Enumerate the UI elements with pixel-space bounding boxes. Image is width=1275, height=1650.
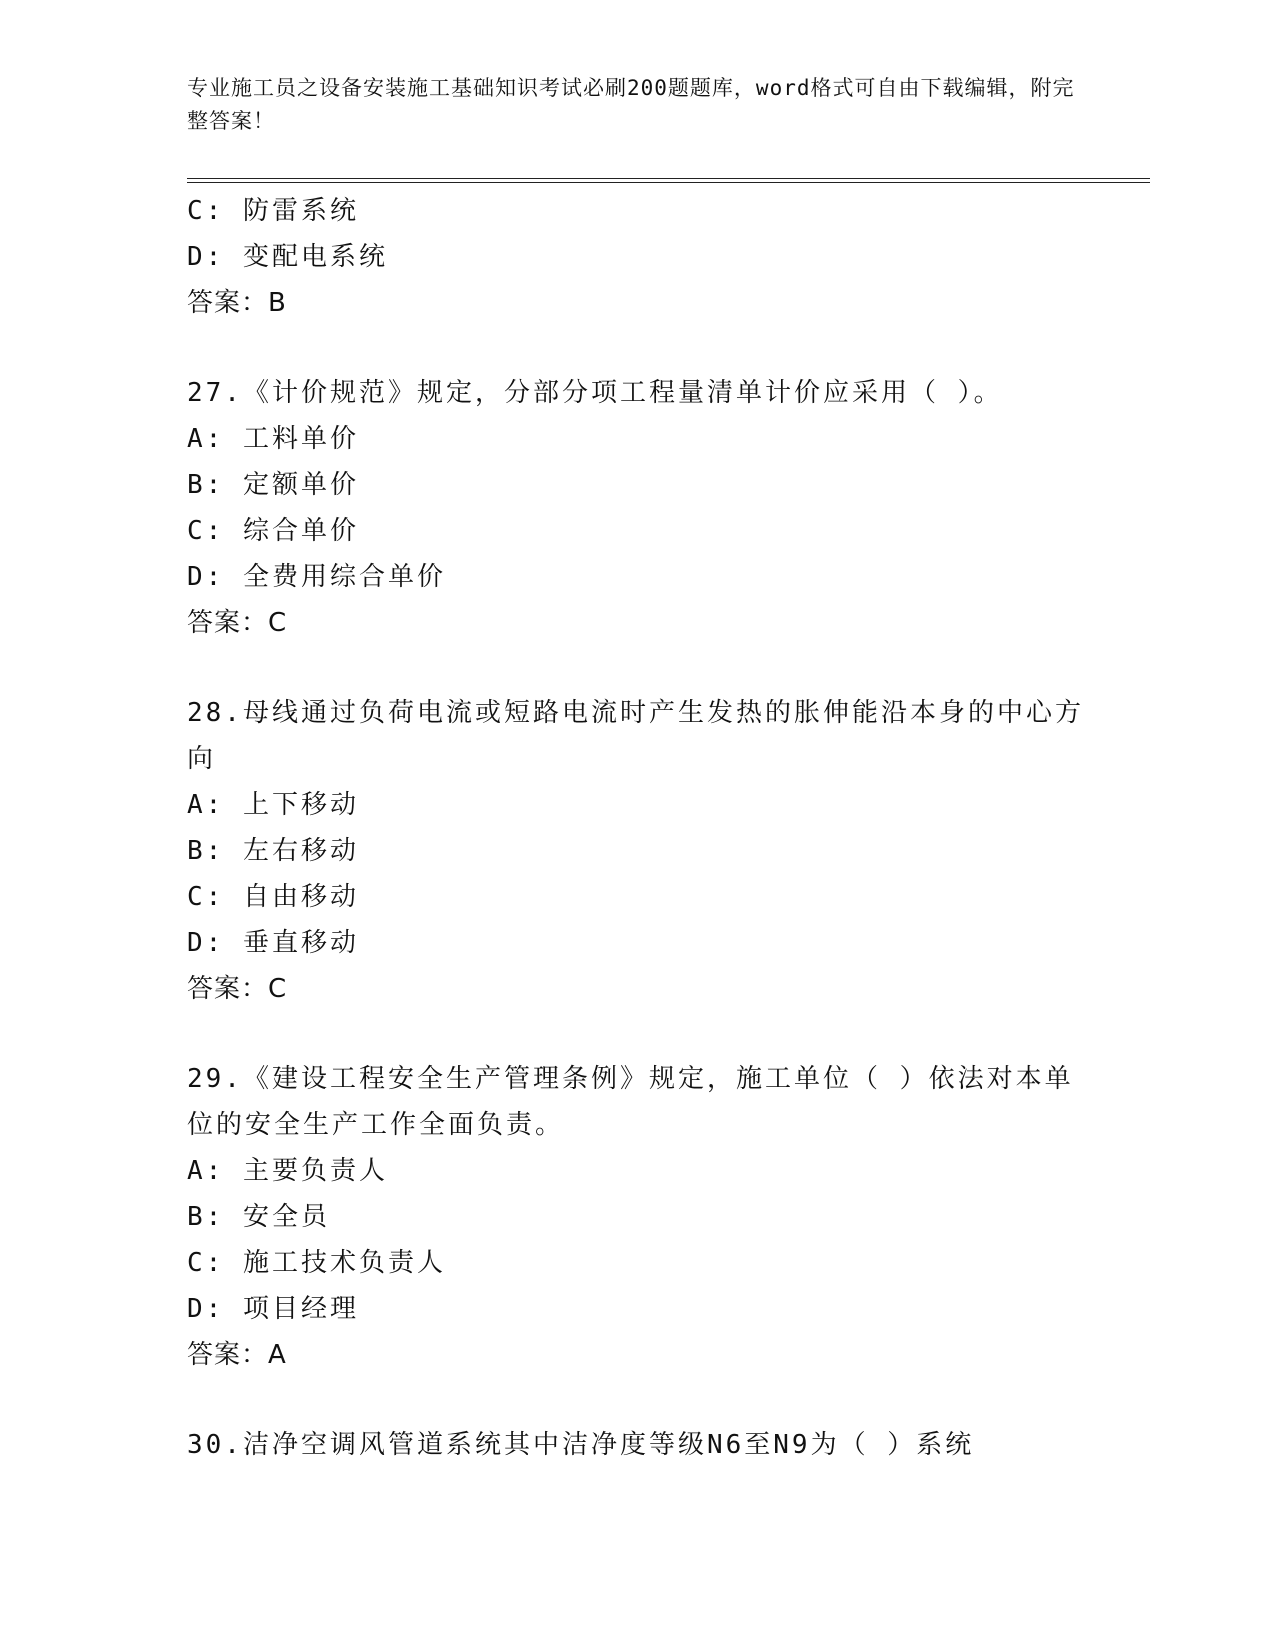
question-stem: 27.《计价规范》规定，分部分项工程量清单计价应采用（ ）。	[187, 378, 1003, 408]
question-stem: 29.《建设工程安全生产管理条例》规定，施工单位（ ）依法对本单位的安全生产工作全面负责。	[187, 1064, 1074, 1140]
option-b: B: 安全员	[187, 1202, 330, 1232]
option-c: C: 防雷系统	[187, 196, 359, 226]
option-a: A: 上下移动	[187, 790, 359, 820]
option-b: B: 左右移动	[187, 836, 359, 866]
document-body	[187, 188, 1087, 1468]
question-stem: 30.洁净空调风管道系统其中洁净度等级N6至N9为（ ）系统	[187, 1430, 975, 1460]
option-d: D: 变配电系统	[187, 242, 388, 272]
option-b: B: 定额单价	[187, 470, 359, 500]
answer-line: 答案：B	[187, 288, 287, 318]
option-c: C: 综合单价	[187, 516, 359, 546]
document-title: 专业施工员之设备安装施工基础知识考试必刷200题题库，word格式可自由下载编辑，附完整答案！	[187, 76, 1075, 133]
document-header	[187, 72, 1077, 138]
answer-line: 答案：C	[187, 608, 288, 638]
option-c: C: 施工技术负责人	[187, 1248, 446, 1278]
answer-line: 答案：C	[187, 974, 288, 1004]
option-a: A: 工料单价	[187, 424, 359, 454]
option-c: C: 自由移动	[187, 882, 359, 912]
question-stem: 28.母线通过负荷电流或短路电流时产生发热的胀伸能沿本身的中心方向	[187, 698, 1084, 774]
answer-line: 答案：A	[187, 1340, 287, 1370]
option-d: D: 垂直移动	[187, 928, 359, 958]
option-d: D: 项目经理	[187, 1294, 359, 1324]
option-a: A: 主要负责人	[187, 1156, 388, 1186]
option-d: D: 全费用综合单价	[187, 562, 446, 592]
header-divider	[187, 178, 1150, 183]
